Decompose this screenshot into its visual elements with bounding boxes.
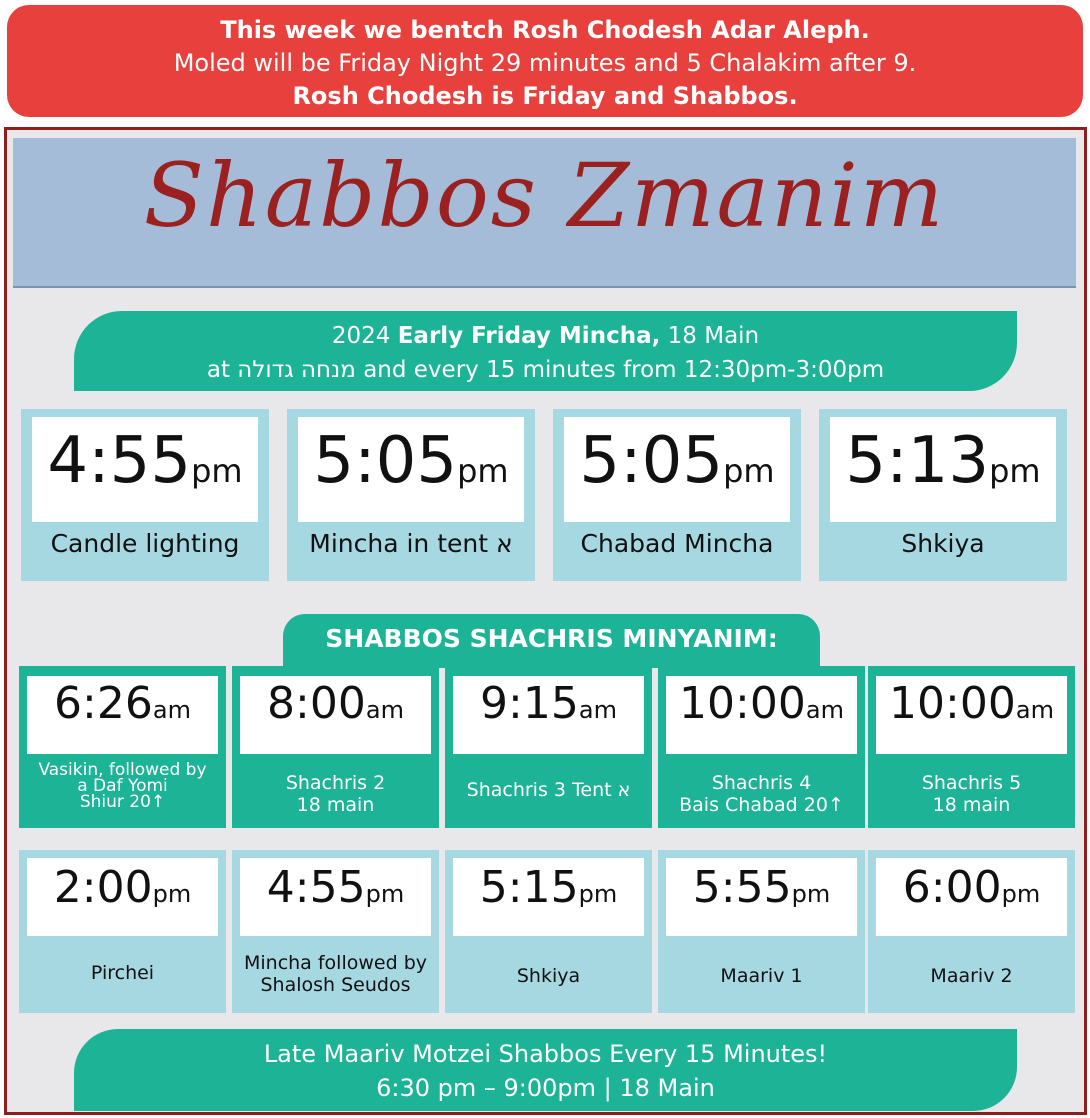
afternoon-time: 4:55pm [266,862,405,913]
banner-line-2: Moled will be Friday Night 29 minutes and 5 Chalakim after 9. [173,49,917,77]
shachris-time: 10:00am [889,678,1054,729]
shachris-card-5 [868,666,1075,828]
afternoon-label: Pirchei [90,962,155,984]
shachris-heading: SHABBOS SHACHRIS MINYANIM: [283,614,820,668]
shachris-card-3 [445,666,652,828]
banner-line-1: This week we bentch Rosh Chodesh Adar Aleph. [220,16,870,44]
title-header [13,138,1076,288]
afternoon-card-5 [868,850,1075,1013]
shachris-label: Shachris 5 18 main [921,772,1022,816]
shachris-time: 6:26am [54,678,191,729]
late-maariv-pill [74,1029,1017,1111]
friday-time: 5:05pm [579,424,775,498]
shachris-card-4 [658,666,865,828]
shachris-label: Shachris 4 Bais Chabad 20↑ [679,772,844,816]
afternoon-time: 5:15pm [479,862,618,913]
friday-card-candle-lighting [21,409,269,581]
afternoon-time: 6:00pm [902,862,1041,913]
friday-card-mincha-tent [287,409,535,581]
zmanim-frame [4,127,1087,1115]
friday-mincha-pill [74,311,1017,391]
afternoon-label: Maariv 2 [930,965,1013,987]
friday-mincha-line-2: at מנחה גדולה and every 15 minutes from 12:30pm-3:00pm [206,357,885,383]
shachris-label: Vasikin, followed by a Daf Yomi Shiur 20↑ [38,760,207,812]
announcement-banner [7,5,1083,117]
friday-time: 4:55pm [47,424,243,498]
shachris-card-1 [19,666,226,828]
afternoon-card-4 [658,850,865,1013]
afternoon-label: Shkiya [516,965,581,987]
late-maariv-line-1: Late Maariv Motzei Shabbos Every 15 Minutes! [263,1040,828,1068]
shachris-time: 8:00am [267,678,404,729]
afternoon-time: 5:55pm [692,862,831,913]
friday-time: 5:05pm [313,424,509,498]
shachris-label: Shachris 2 18 main [285,772,386,816]
shachris-card-2 [232,666,439,828]
afternoon-card-3 [445,850,652,1013]
friday-label: Candle lighting [50,529,240,558]
late-maariv-line-2: 6:30 pm – 9:00pm | 18 Main [376,1074,715,1102]
banner-line-3: Rosh Chodesh is Friday and Shabbos. [292,82,798,110]
friday-card-chabad-mincha [553,409,801,581]
afternoon-label: Maariv 1 [720,965,803,987]
friday-label: Chabad Mincha [580,529,774,558]
friday-mincha-line-1 [74,319,1017,353]
friday-time: 5:13pm [845,424,1041,498]
afternoon-time: 2:00pm [53,862,192,913]
friday-card-shkiya [819,409,1067,581]
afternoon-label: Mincha followed by Shalosh Seudos [243,952,427,996]
page-title: Shabbos Zmanim [143,144,946,247]
shachris-time: 9:15am [480,678,617,729]
mincha-year: 2024 [331,323,398,349]
shachris-time: 10:00am [679,678,844,729]
afternoon-card-1 [19,850,226,1013]
afternoon-card-2 [232,850,439,1013]
mincha-early-label: Early Friday Mincha, [397,323,661,349]
friday-label: Mincha in tent א [309,529,513,558]
mincha-location: 18 Main [660,323,760,349]
friday-label: Shkiya [901,529,985,558]
shachris-label: Shachris 3 Tent א [466,779,631,801]
